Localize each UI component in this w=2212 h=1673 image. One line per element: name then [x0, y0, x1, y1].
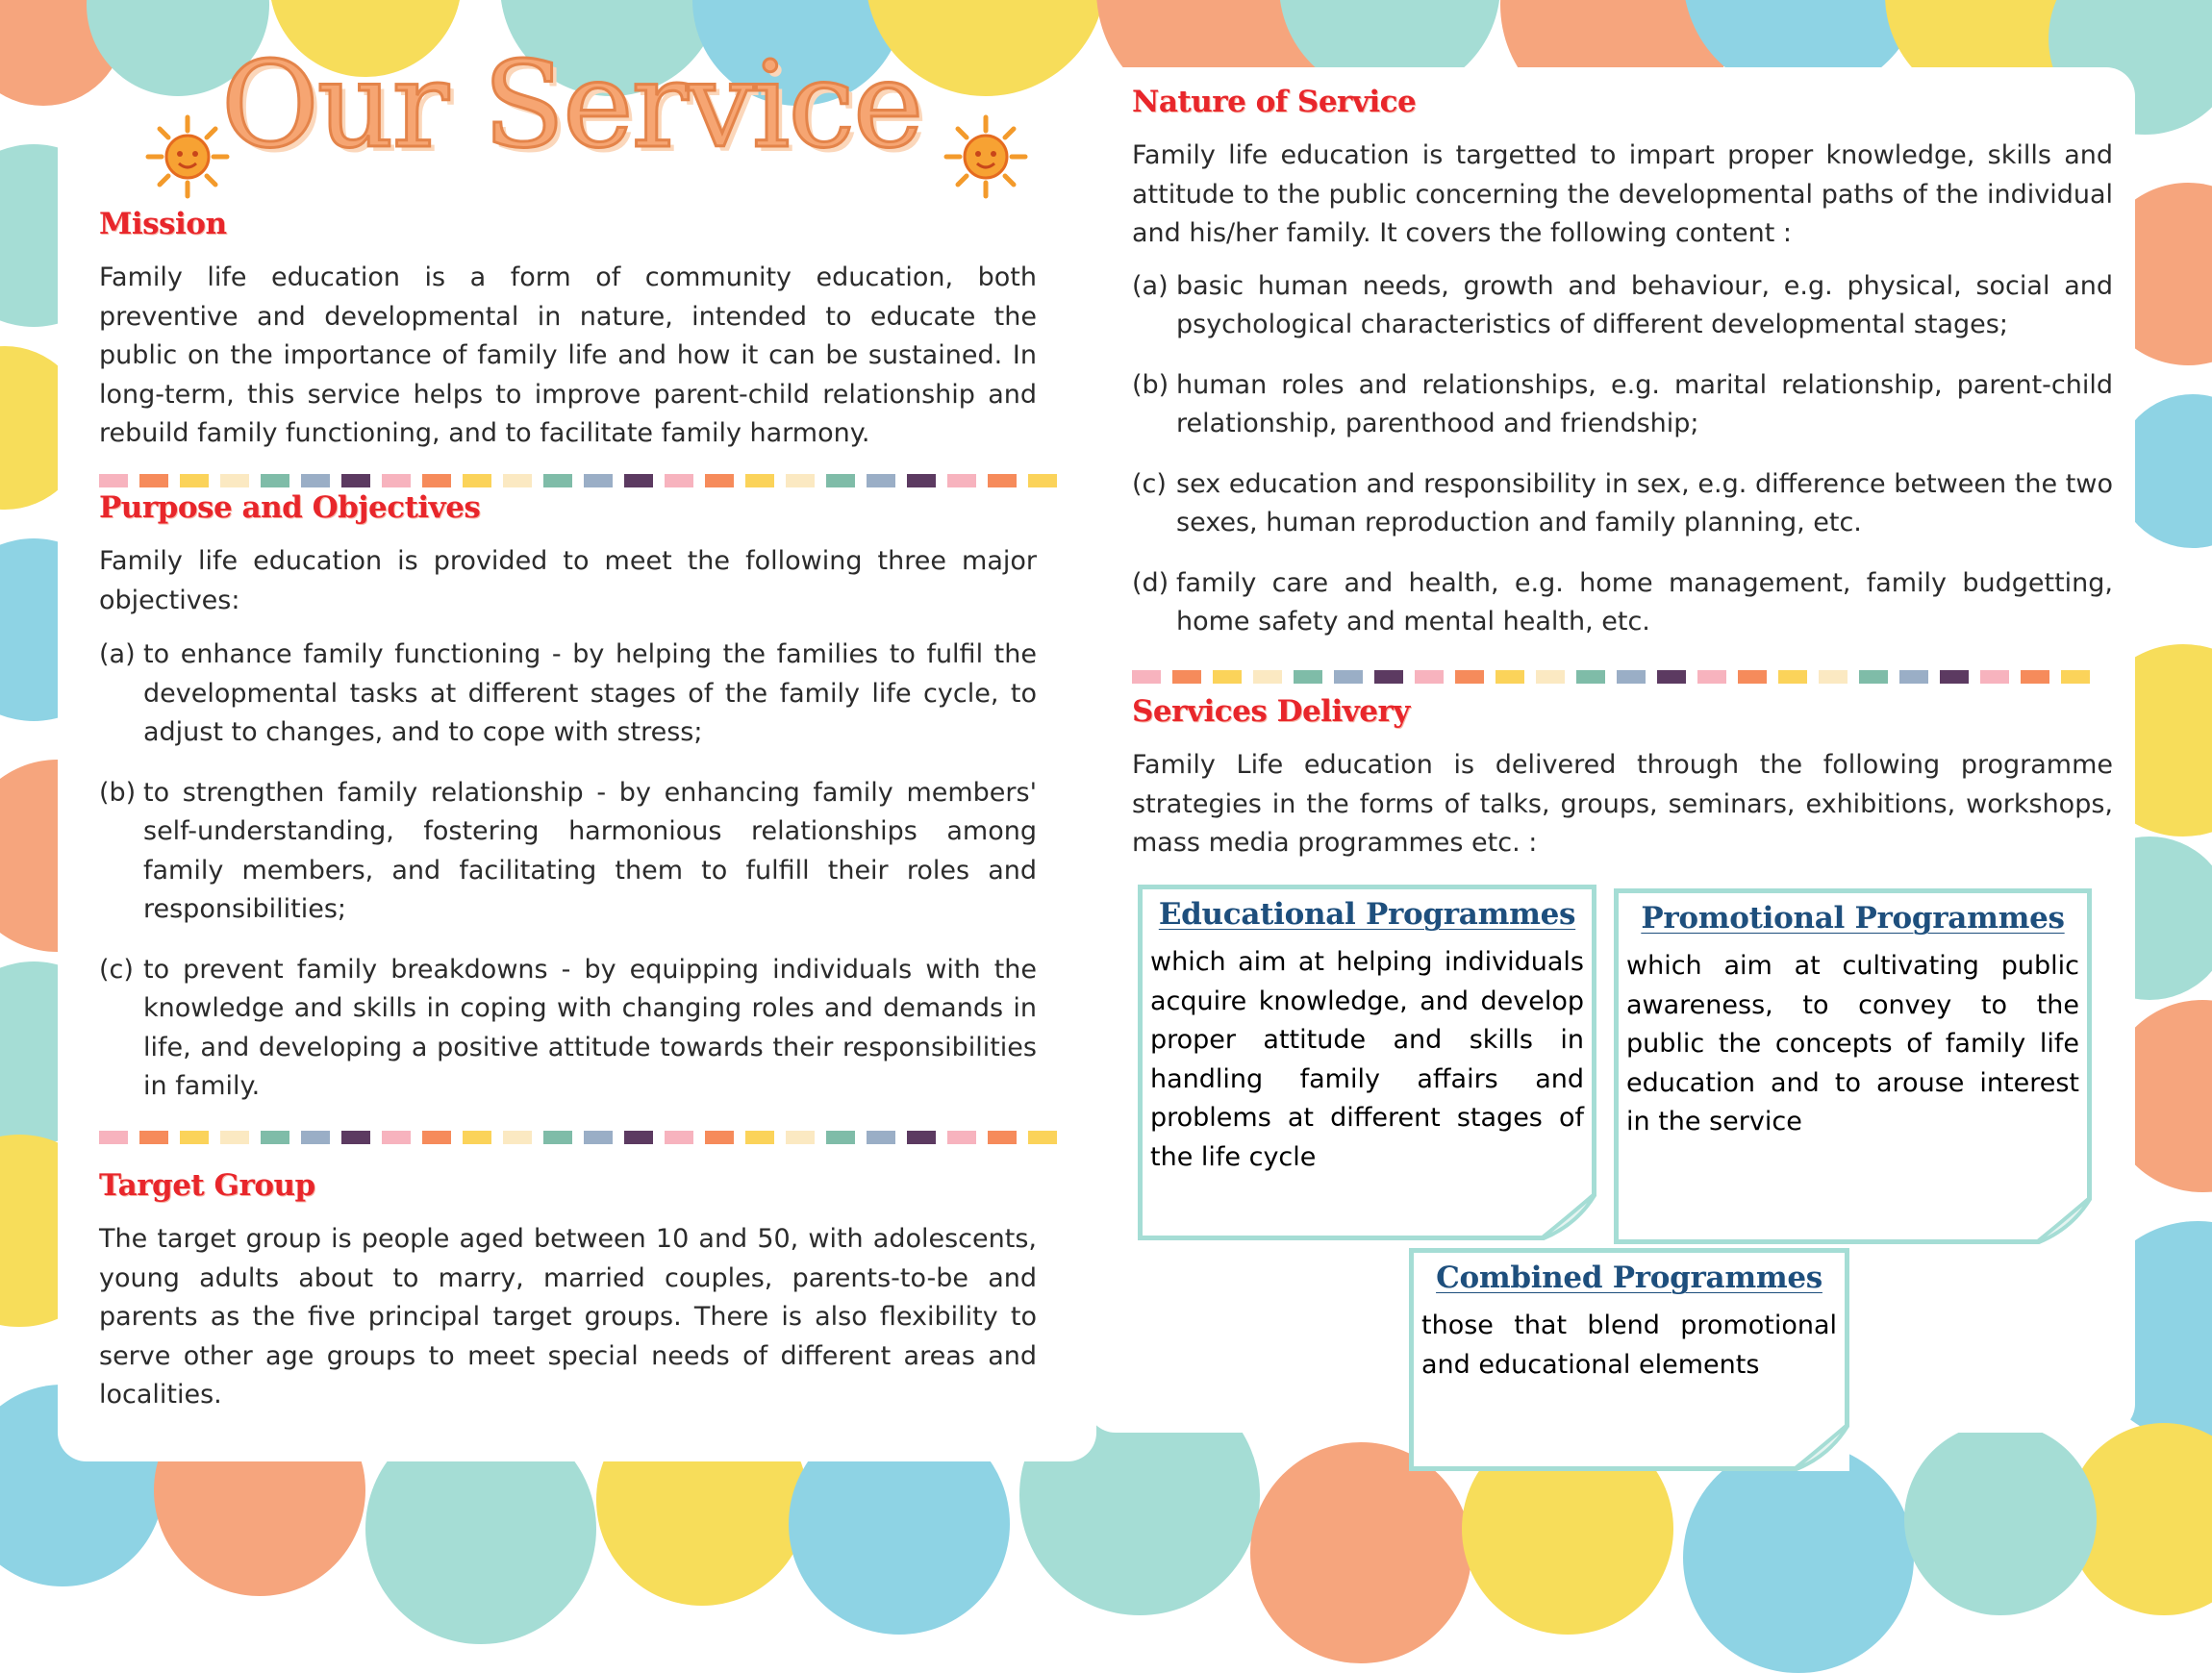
educational-programmes-text: which aim at helping individuals acquire knowledge, and develop proper attitude and skills in handling family affairs and problems at different stages of the life cycle [1150, 947, 1584, 1172]
list-item [99, 951, 1037, 1107]
divider-dash [1657, 670, 1686, 684]
divider-dash [826, 474, 855, 487]
divider-dash [1697, 670, 1726, 684]
divider-dash [745, 474, 774, 487]
divider-dash [1899, 670, 1928, 684]
purpose-section [99, 490, 1037, 1128]
divider-dash [1334, 670, 1363, 684]
divider-dash [463, 474, 491, 487]
divider-dash [1455, 670, 1484, 684]
delivery-heading: Services Delivery [1132, 694, 1410, 729]
divider-dash [1374, 670, 1403, 684]
divider-dash [1819, 670, 1848, 684]
decorative-circle [1904, 1423, 2097, 1615]
divider-dash [1738, 670, 1767, 684]
divider-dash [867, 474, 895, 487]
divider-dash [2061, 670, 2090, 684]
decorative-circle [1250, 1442, 1471, 1663]
educational-programmes-title: Educational Programmes [1158, 897, 1576, 932]
divider-dash [220, 1131, 249, 1144]
promotional-programmes-title: Promotional Programmes [1641, 901, 2065, 936]
divider-dash [1415, 670, 1444, 684]
divider-dash [1778, 670, 1807, 684]
list-item-text: basic human needs, growth and behaviour, e.g. physical, social and psychological characteristics of different developmental stages; [1176, 270, 2113, 339]
divider-dash [745, 1131, 774, 1144]
divider-dash [1253, 670, 1282, 684]
mission-section [99, 207, 1037, 454]
list-item-marker: (d) [1132, 567, 1169, 598]
list-item-marker: (b) [1132, 369, 1169, 400]
divider-dash [1132, 670, 1161, 684]
nature-section [1132, 85, 2113, 663]
divider-dash [988, 474, 1017, 487]
divider-dash [907, 1131, 936, 1144]
page-curl-icon [1539, 1192, 1596, 1240]
list-item-marker: (c) [1132, 468, 1167, 499]
divider-dash [139, 1131, 168, 1144]
divider-dash [422, 474, 451, 487]
divider-dash [584, 474, 613, 487]
list-item-text: to enhance family functioning - by helping the families to fulfil the developmental tasks at different stages of the family life cycle, to adjust to changes, and to cope with stress; [143, 639, 1037, 747]
divider-dash [584, 1131, 613, 1144]
divider-dash [261, 474, 289, 487]
divider-dash [543, 474, 572, 487]
target-heading: Target Group [99, 1168, 315, 1203]
divider-dash [220, 474, 249, 487]
educational-programmes-box [1138, 885, 1596, 1240]
divider-dash [867, 1131, 895, 1144]
divider-dash [139, 474, 168, 487]
divider-dash [1213, 670, 1242, 684]
list-item-text: human roles and relationships, e.g. marital relationship, parent-child relationship, parenthood and friendship; [1176, 369, 2113, 438]
page-curl-icon [2034, 1196, 2092, 1244]
list-item [1132, 267, 2113, 345]
list-item-marker: (a) [99, 639, 136, 669]
list-item [1132, 564, 2113, 642]
divider-dash [1536, 670, 1565, 684]
divider-dash [382, 1131, 411, 1144]
divider-dash [1294, 670, 1322, 684]
list-item-marker: (c) [99, 954, 134, 985]
list-item-text: to prevent family breakdowns - by equipping individuals with the knowledge and skills in coping with changing roles and demands in life, and developing a positive attitude towards their responsibilities in family. [143, 954, 1037, 1101]
divider-dash [1940, 670, 1969, 684]
divider-dash [665, 1131, 693, 1144]
purpose-heading: Purpose and Objectives [99, 490, 481, 525]
list-item-text: family care and health, e.g. home management, family budgetting, home safety and mental health, etc. [1176, 567, 2113, 637]
nature-intro: Family life education is targetted to impart proper knowledge, skills and attitude to the public concerning the developmental paths of the individual and his/her family. It covers the following content : [1132, 140, 2113, 248]
divider-dash [705, 474, 734, 487]
divider-dash [2021, 670, 2049, 684]
page-curl-icon [1792, 1423, 1849, 1471]
divider-dash [543, 1131, 572, 1144]
divider-dash [624, 474, 653, 487]
divider-dash [382, 474, 411, 487]
target-text: The target group is people aged between 10 and 50, with adolescents, young adults about to marry, married couples, parents-to-be and parents as the five principal target groups. There is also flexibility to serve other age groups to meet special needs of different areas and localities. [99, 1224, 1037, 1410]
promotional-programmes-box [1614, 888, 2092, 1244]
objectives-list [99, 636, 1037, 1107]
section-divider [99, 474, 1085, 487]
divider-dash [301, 474, 330, 487]
divider-dash [907, 474, 936, 487]
list-item [1132, 366, 2113, 444]
list-item-marker: (a) [1132, 270, 1169, 301]
section-divider [99, 1131, 1085, 1144]
delivery-section [1132, 694, 2113, 863]
divider-dash [503, 1131, 532, 1144]
divider-dash [503, 474, 532, 487]
content-list [1132, 267, 2113, 642]
divider-dash [1496, 670, 1524, 684]
list-item [99, 636, 1037, 753]
divider-dash [624, 1131, 653, 1144]
divider-dash [1028, 1131, 1057, 1144]
list-item [1132, 465, 2113, 543]
divider-dash [261, 1131, 289, 1144]
divider-dash [341, 474, 370, 487]
list-item [99, 774, 1037, 930]
divider-dash [180, 474, 209, 487]
divider-dash [947, 1131, 976, 1144]
divider-dash [422, 1131, 451, 1144]
list-item-text: to strengthen family relationship - by enhancing family members' self-understanding, fostering harmonious relationships among family members, and facilitating them to fulfill their roles and responsibilities; [143, 777, 1037, 924]
combined-programmes-text: those that blend promotional and educational elements [1421, 1311, 1837, 1380]
list-item-marker: (b) [99, 777, 137, 808]
divider-dash [301, 1131, 330, 1144]
divider-dash [705, 1131, 734, 1144]
divider-dash [99, 474, 128, 487]
divider-dash [988, 1131, 1017, 1144]
divider-dash [341, 1131, 370, 1144]
sun-icon [144, 113, 231, 204]
divider-dash [947, 474, 976, 487]
divider-dash [786, 1131, 815, 1144]
list-item-text: sex education and responsibility in sex, e.g. difference between the two sexes, human reproduction and family planning, etc. [1176, 468, 2113, 537]
page-title: Our Service [221, 37, 922, 175]
promotional-programmes-text: which aim at cultivating public awareness, to convey to the public the concepts of family life education and to arouse interest in the service [1626, 951, 2079, 1136]
divider-dash [665, 474, 693, 487]
mission-heading: Mission [99, 207, 227, 241]
combined-programmes-title: Combined Programmes [1436, 1261, 1822, 1295]
purpose-intro: Family life education is provided to meet the following three major objectives: [99, 546, 1037, 615]
divider-dash [1617, 670, 1646, 684]
decorative-circle [1683, 1442, 1914, 1673]
delivery-intro: Family Life education is delivered through the following programme strategies in the forms of talks, groups, seminars, exhibitions, workshops, mass media programmes etc. : [1132, 750, 2113, 858]
section-divider [1132, 670, 2118, 684]
mission-text: Family life education is a form of community education, both preventive and developmental in nature, intended to educate the public on the importance of family life and how it can be sustained. In long-term, this service helps to improve parent-child relationship and rebuild family functioning, and to facilitate family harmony. [99, 262, 1037, 448]
target-section [99, 1168, 1037, 1415]
combined-programmes-box [1409, 1248, 1849, 1471]
divider-dash [1576, 670, 1605, 684]
divider-dash [1028, 474, 1057, 487]
divider-dash [786, 474, 815, 487]
sun-icon [943, 113, 1029, 204]
divider-dash [99, 1131, 128, 1144]
divider-dash [826, 1131, 855, 1144]
divider-dash [180, 1131, 209, 1144]
divider-dash [463, 1131, 491, 1144]
divider-dash [1172, 670, 1201, 684]
divider-dash [1980, 670, 2009, 684]
nature-heading: Nature of Service [1132, 85, 1417, 119]
divider-dash [1859, 670, 1888, 684]
